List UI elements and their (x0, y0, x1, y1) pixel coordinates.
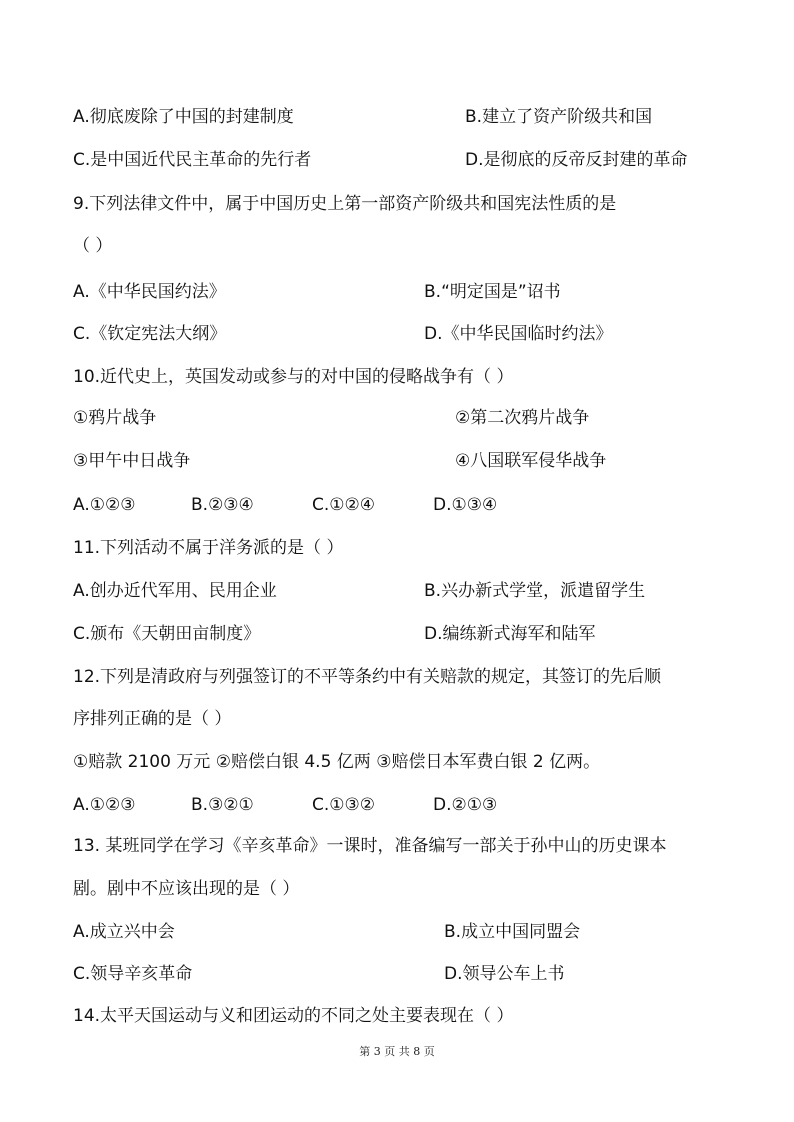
q8-option-c: C.是中国近代民主革命的先行者 (73, 150, 312, 170)
q13-stem-line-1: 13. 某班同学在学习《辛亥革命》一课时，准备编写一部关于孙中山的历史课本 (73, 836, 667, 856)
q13-option-a: A.成立兴中会 (73, 922, 175, 942)
q10-item-4: ④八国联军侵华战争 (455, 451, 607, 471)
q11-option-a: A.创办近代军用、民用企业 (73, 581, 277, 601)
q12-option-b: B.③②① (191, 795, 254, 815)
q11-option-d: D.编练新式海军和陆军 (424, 624, 596, 644)
q10-option-b: B.②③④ (191, 495, 254, 515)
q13-stem-line-2: 剧。剧中不应该出现的是（ ） (73, 879, 300, 899)
q9-option-b: B.“明定国是”诏书 (424, 282, 561, 302)
q13-option-b: B.成立中国同盟会 (444, 922, 581, 942)
q11-stem: 11.下列活动不属于洋务派的是（ ） (73, 538, 344, 558)
q9-option-d: D.《中华民国临时约法》 (424, 324, 613, 344)
q9-answer-blank: （ ） (73, 236, 113, 256)
q12-option-c: C.①③② (312, 795, 375, 815)
q10-stem: 10.近代史上，英国发动或参与的对中国的侵略战争有（ ） (73, 367, 514, 387)
q13-option-c: C.领导辛亥革命 (73, 964, 193, 984)
q12-option-a: A.①②③ (73, 795, 136, 815)
q10-item-2: ②第二次鸦片战争 (455, 408, 590, 428)
q10-item-3: ③甲午中日战争 (73, 451, 191, 471)
page-footer: 第 3 页 共 8 页 (359, 1045, 435, 1058)
q12-stem-line-1: 12.下列是清政府与列强签订的不平等条约中有关赔款的规定，其签订的先后顺 (73, 667, 662, 687)
q8-option-d: D.是彻底的反帝反封建的革命 (465, 150, 688, 170)
q10-option-a: A.①②③ (73, 495, 136, 515)
q10-option-d: D.①③④ (433, 495, 498, 515)
q12-option-d: D.②①③ (433, 795, 498, 815)
q10-option-c: C.①②④ (312, 495, 375, 515)
q12-items: ①赔款 2100 万元 ②赔偿白银 4.5 亿两 ③赔偿日本军费白银 2 亿两。 (73, 752, 601, 772)
q8-option-a: A.彻底废除了中国的封建制度 (73, 107, 294, 127)
q9-option-c: C.《钦定宪法大纲》 (73, 324, 227, 344)
q8-option-b: B.建立了资产阶级共和国 (465, 107, 653, 127)
q12-stem-line-2: 序排列正确的是（ ） (73, 709, 232, 729)
q14-stem: 14.太平天国运动与义和团运动的不同之处主要表现在（ ） (73, 1006, 514, 1026)
q13-option-d: D.领导公车上书 (444, 964, 565, 984)
q10-item-1: ①鸦片战争 (73, 408, 157, 428)
q11-option-b: B.兴办新式学堂，派遣留学生 (424, 581, 646, 601)
q9-option-a: A.《中华民国约法》 (73, 282, 226, 302)
q11-option-c: C.颁布《天朝田亩制度》 (73, 624, 261, 644)
q9-stem: 9.下列法律文件中，属于中国历史上第一部资产阶级共和国宪法性质的是 (73, 194, 617, 214)
